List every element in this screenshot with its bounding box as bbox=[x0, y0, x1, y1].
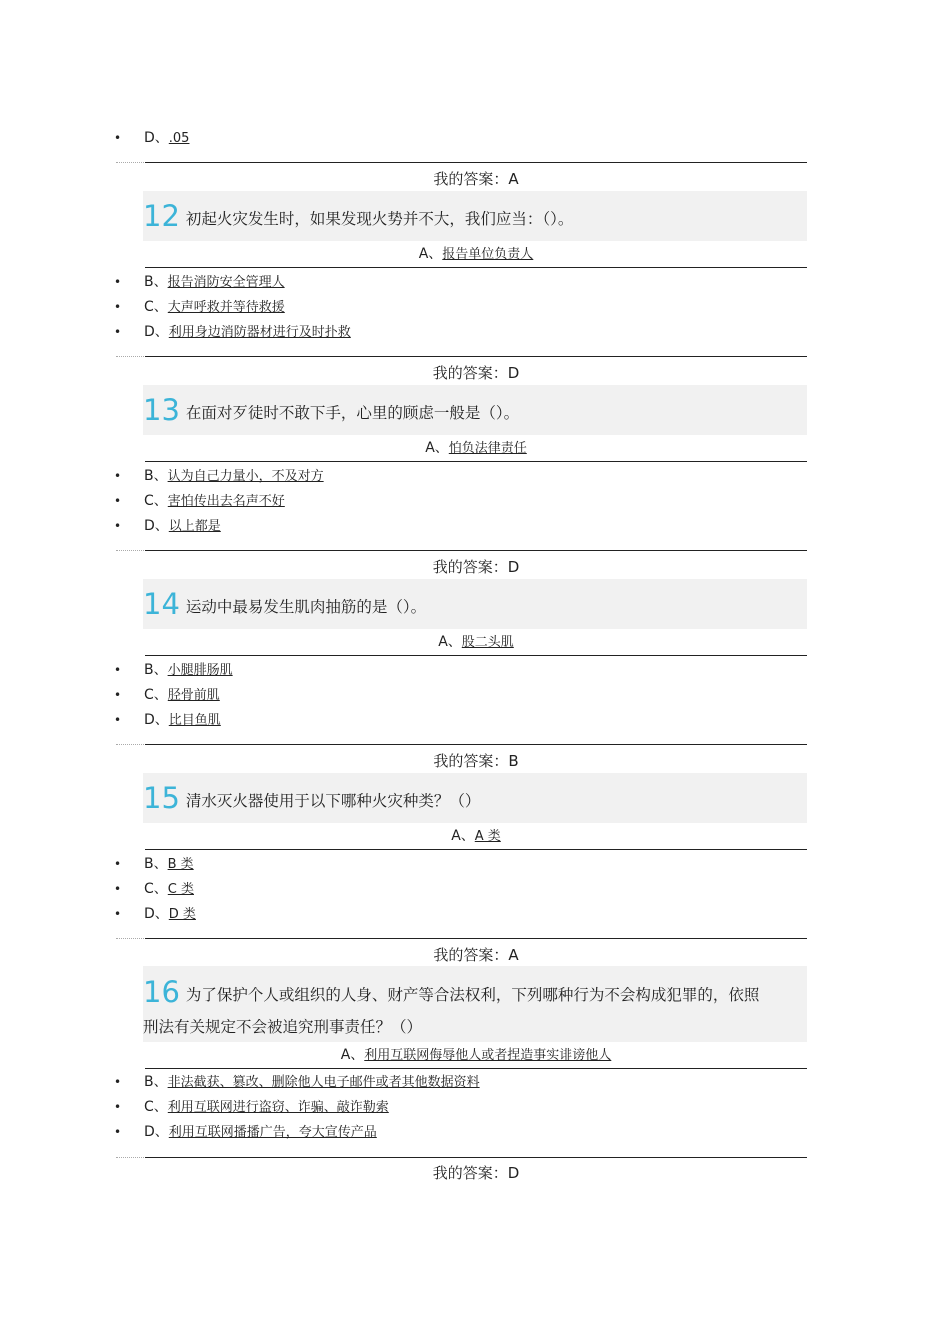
separator-line bbox=[145, 1157, 807, 1158]
option-text: 非法截获、篡改、删除他人电子邮件或者其他数据资料 bbox=[167, 1075, 480, 1090]
q14-my-answer: 我的答案：B bbox=[433, 752, 519, 770]
q14-text: 运动中最易发生肌肉抽筋的是（）。 bbox=[185, 598, 427, 616]
option-letter: A、 bbox=[340, 1047, 365, 1063]
separator-dots bbox=[116, 744, 144, 745]
q15-option-a[interactable] bbox=[145, 824, 807, 848]
separator-dots bbox=[116, 356, 144, 357]
q12-number: 12 bbox=[143, 199, 180, 233]
option-letter: D、 bbox=[144, 324, 169, 340]
option-letter: D、 bbox=[144, 518, 169, 534]
q11-my-answer: 我的答案：A bbox=[433, 170, 519, 188]
q13-option-d[interactable] bbox=[114, 514, 221, 538]
bullet: • bbox=[114, 882, 122, 896]
q14-number: 14 bbox=[143, 587, 180, 621]
option-letter: A、 bbox=[425, 440, 449, 456]
option-letter: A、 bbox=[438, 634, 462, 650]
bullet: • bbox=[114, 1075, 122, 1089]
option-text: 胫骨前肌 bbox=[167, 688, 220, 703]
separator-line bbox=[145, 938, 807, 939]
q12-text: 初起火灾发生时，如果发现火势并不大，我们应当：（）。 bbox=[185, 210, 574, 228]
q14-option-b[interactable] bbox=[114, 658, 233, 682]
option-text: 小腿腓肠肌 bbox=[167, 663, 233, 678]
option-text: 害怕传出去名声不好 bbox=[167, 494, 285, 509]
separator-dots bbox=[116, 162, 144, 163]
q14-option-d[interactable] bbox=[114, 708, 221, 732]
option-text: 报告消防安全管理人 bbox=[167, 275, 285, 290]
bullet: • bbox=[114, 907, 122, 921]
q16-option-b[interactable] bbox=[114, 1070, 480, 1094]
option-text: B 类 bbox=[167, 857, 194, 872]
option-text: A 类 bbox=[474, 829, 501, 844]
bullet: • bbox=[114, 1100, 122, 1114]
q15-option-d[interactable] bbox=[114, 902, 196, 926]
option-letter: C、 bbox=[144, 1099, 168, 1115]
q13-question-box bbox=[143, 385, 807, 435]
q16-question-box bbox=[143, 966, 807, 1042]
separator-line bbox=[145, 162, 807, 163]
q13-my-answer: 我的答案：D bbox=[432, 558, 520, 576]
separator-dots bbox=[116, 1157, 144, 1158]
option-text: C 类 bbox=[167, 882, 194, 897]
option-text: .05 bbox=[168, 131, 190, 146]
separator-line bbox=[145, 356, 807, 357]
option-text: 利用互联网侮辱他人或者捏造事实诽谤他人 bbox=[364, 1048, 612, 1063]
option-text: 以上都是 bbox=[168, 519, 221, 534]
q15-number: 15 bbox=[143, 781, 180, 815]
separator-dots bbox=[116, 938, 144, 939]
bullet: • bbox=[114, 1125, 122, 1139]
q16-option-d[interactable] bbox=[114, 1120, 377, 1144]
option-letter: C、 bbox=[144, 493, 168, 509]
q13-number: 13 bbox=[143, 393, 180, 427]
separator-dots bbox=[116, 550, 144, 551]
q16-my-answer: 我的答案：D bbox=[432, 1164, 520, 1182]
q14-option-a[interactable] bbox=[145, 630, 807, 654]
separator-line bbox=[145, 267, 807, 268]
option-letter: B、 bbox=[144, 856, 168, 872]
q13-option-c[interactable] bbox=[114, 489, 285, 513]
bullet: • bbox=[114, 494, 122, 508]
separator-line bbox=[145, 744, 807, 745]
q15-my-answer: 我的答案：A bbox=[433, 946, 519, 964]
q13-text: 在面对歹徒时不敢下手，心里的顾虑一般是（）。 bbox=[185, 404, 520, 422]
option-letter: A、 bbox=[418, 246, 443, 262]
option-text: 报告单位负责人 bbox=[442, 247, 534, 262]
separator-line bbox=[145, 655, 807, 656]
option-text: 利用身边消防器材进行及时扑救 bbox=[168, 325, 351, 340]
separator-line bbox=[145, 461, 807, 462]
q16-text-line1: 为了保护个人或组织的人身、财产等合法权利，下列哪种行为不会构成犯罪的，依照 bbox=[185, 986, 760, 1004]
option-text: 比目鱼肌 bbox=[168, 713, 221, 728]
option-letter: B、 bbox=[144, 662, 168, 678]
q12-option-d[interactable] bbox=[114, 320, 351, 344]
q12-my-answer: 我的答案：D bbox=[432, 364, 520, 382]
bullet: • bbox=[114, 300, 122, 314]
option-letter: B、 bbox=[144, 274, 168, 290]
q12-option-b[interactable] bbox=[114, 270, 285, 294]
option-letter: C、 bbox=[144, 881, 168, 897]
q12-question-box bbox=[143, 191, 807, 241]
bullet: • bbox=[114, 325, 122, 339]
bullet: • bbox=[114, 519, 122, 533]
q15-option-c[interactable] bbox=[114, 877, 194, 901]
option-letter: B、 bbox=[144, 1074, 168, 1090]
option-letter: D、 bbox=[144, 1124, 169, 1140]
q15-option-b[interactable] bbox=[114, 852, 194, 876]
bullet: • bbox=[114, 713, 122, 727]
q14-option-c[interactable] bbox=[114, 683, 220, 707]
option-letter: A、 bbox=[451, 828, 475, 844]
option-letter: D、 bbox=[144, 130, 169, 146]
q12-option-c[interactable] bbox=[114, 295, 285, 319]
separator-line bbox=[145, 1068, 807, 1069]
bullet: • bbox=[114, 663, 122, 677]
option-text: 认为自己力量小，不及对方 bbox=[167, 469, 324, 484]
q16-option-c[interactable] bbox=[114, 1095, 389, 1119]
option-letter: B、 bbox=[144, 468, 168, 484]
q13-option-a[interactable] bbox=[145, 436, 807, 460]
q16-number: 16 bbox=[143, 975, 180, 1009]
option-text: 利用互联网播播广告，夸大宣传产品 bbox=[168, 1125, 377, 1140]
option-text: 大声呼救并等待救援 bbox=[167, 300, 285, 315]
bullet: • bbox=[114, 275, 122, 289]
option-letter: D、 bbox=[144, 712, 169, 728]
option-text: 怕负法律责任 bbox=[448, 441, 527, 456]
option-letter: D、 bbox=[144, 906, 169, 922]
option-text: 股二头肌 bbox=[461, 635, 514, 650]
separator-line bbox=[145, 550, 807, 551]
q15-question-box bbox=[143, 773, 807, 823]
q16-option-a[interactable] bbox=[145, 1043, 807, 1067]
bullet: • bbox=[114, 857, 122, 871]
q15-text: 清水灭火器使用于以下哪种火灾种类？（） bbox=[185, 792, 481, 810]
q12-option-a[interactable] bbox=[145, 242, 807, 266]
separator-line bbox=[145, 849, 807, 850]
q16-text-line2: 刑法有关规定不会被追究刑事责任？（） bbox=[143, 1018, 423, 1036]
option-text: 利用互联网进行盗窃、诈骗、敲诈勒索 bbox=[167, 1100, 389, 1115]
q13-option-b[interactable] bbox=[114, 464, 324, 488]
bullet: • bbox=[114, 469, 122, 483]
bullet: • bbox=[114, 688, 122, 702]
option-letter: C、 bbox=[144, 299, 168, 315]
q11-option-d[interactable] bbox=[114, 126, 189, 150]
option-text: D 类 bbox=[168, 907, 196, 922]
q14-question-box bbox=[143, 579, 807, 629]
option-letter: C、 bbox=[144, 687, 168, 703]
bullet: • bbox=[114, 131, 122, 145]
